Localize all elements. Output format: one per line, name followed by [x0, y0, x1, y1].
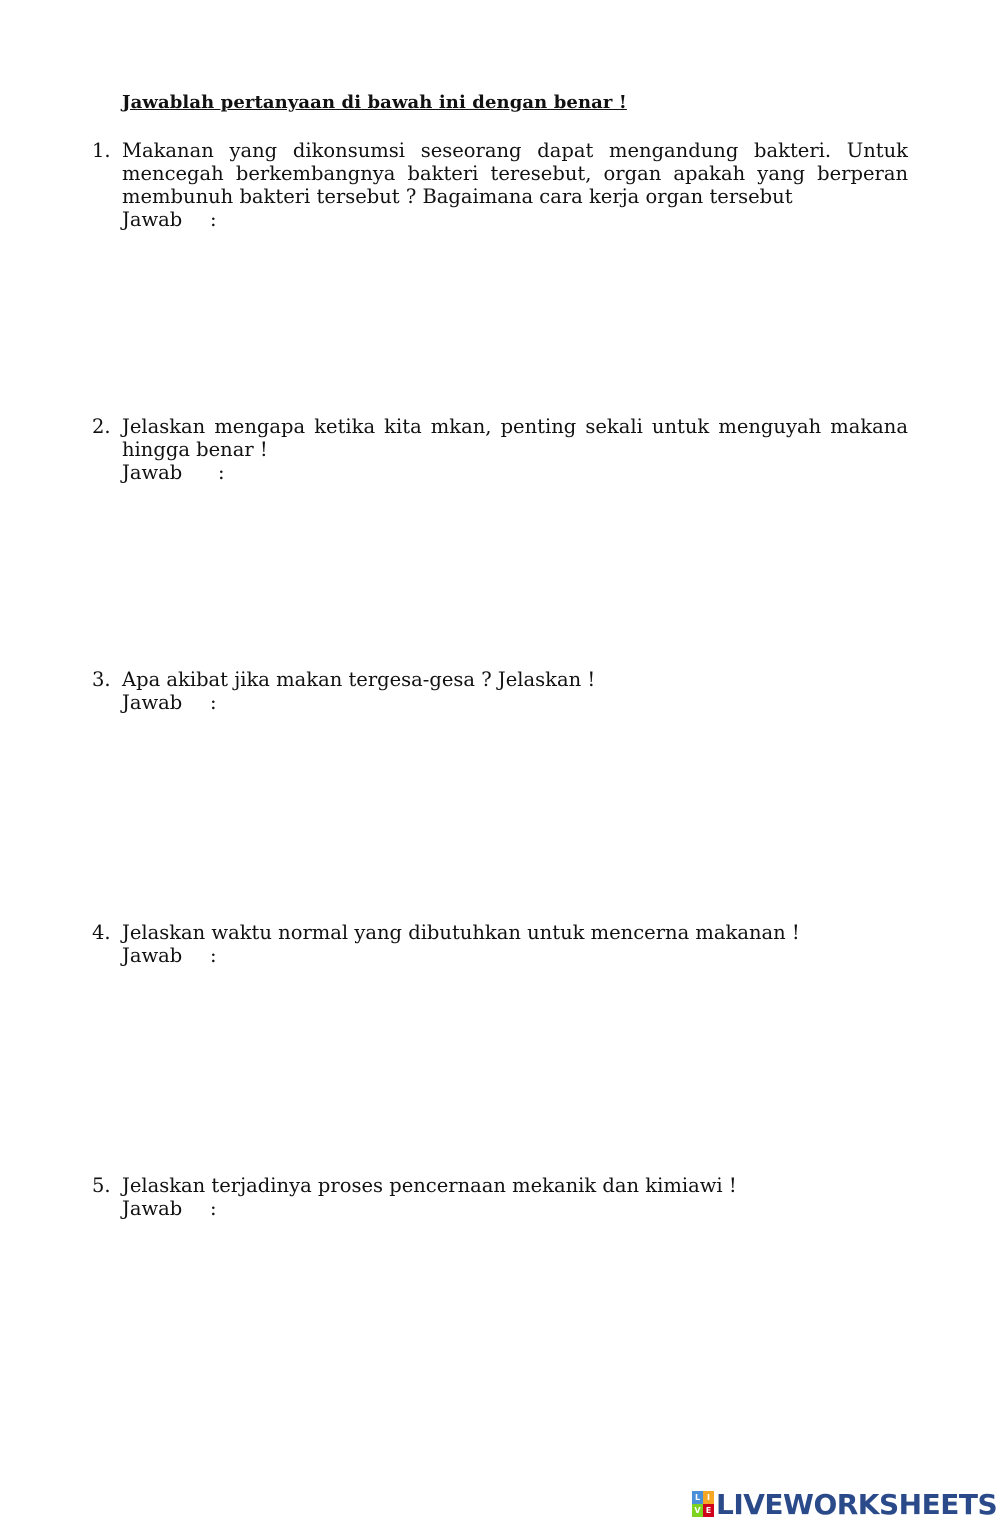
logo-mark-letter: L — [692, 1491, 703, 1504]
answer-colon: : — [210, 691, 217, 714]
logo-mark-letter: E — [703, 1504, 714, 1517]
liveworksheets-logo-icon — [692, 1491, 714, 1517]
answer-label: Jawab — [122, 208, 183, 231]
question-number: 4. — [92, 921, 111, 944]
answer-prompt — [122, 461, 908, 484]
logo-mark-letter: V — [692, 1504, 703, 1517]
question-number: 5. — [92, 1174, 111, 1197]
worksheet-title: Jawablah pertanyaan di bawah ini dengan benar ! — [122, 92, 627, 113]
question-item — [88, 415, 908, 484]
question-text: Jelaskan mengapa ketika kita mkan, penting sekali untuk menguyah makana hingga benar ! — [122, 415, 908, 461]
question-text: Jelaskan waktu normal yang dibutuhkan untuk mencerna makanan ! — [122, 921, 800, 944]
answer-prompt — [122, 208, 908, 231]
question-number: 1. — [92, 139, 111, 162]
answer-colon: : — [218, 461, 225, 484]
answer-prompt — [122, 691, 908, 714]
question-number: 3. — [92, 668, 111, 691]
question-item — [88, 1174, 908, 1220]
answer-colon: : — [210, 208, 217, 231]
question-text: Apa akibat jika makan tergesa-gesa ? Jelaskan ! — [122, 668, 596, 691]
question-number: 2. — [92, 415, 111, 438]
question-item — [88, 921, 908, 967]
answer-label: Jawab — [122, 461, 183, 484]
question-item — [88, 668, 908, 714]
liveworksheets-logo[interactable] — [692, 1486, 997, 1522]
question-text: Makanan yang dikonsumsi seseorang dapat mengandung bakteri. Untuk mencegah berkembangnya bakteri teresebut, organ apakah yang berperan membunuh bakteri tersebut ? Bagaimana cara kerja organ tersebut — [122, 139, 908, 208]
answer-label: Jawab — [122, 1197, 183, 1220]
answer-colon: : — [210, 944, 217, 967]
logo-text: LIVEWORKSHEETS — [716, 1487, 998, 1521]
answer-prompt — [122, 944, 908, 967]
answer-colon: : — [210, 1197, 217, 1220]
answer-prompt — [122, 1197, 908, 1220]
answer-label: Jawab — [122, 691, 183, 714]
question-item — [88, 139, 908, 231]
question-text: Jelaskan terjadinya proses pencernaan mekanik dan kimiawi ! — [122, 1174, 737, 1197]
answer-label: Jawab — [122, 944, 183, 967]
logo-mark-letter: I — [703, 1491, 714, 1504]
